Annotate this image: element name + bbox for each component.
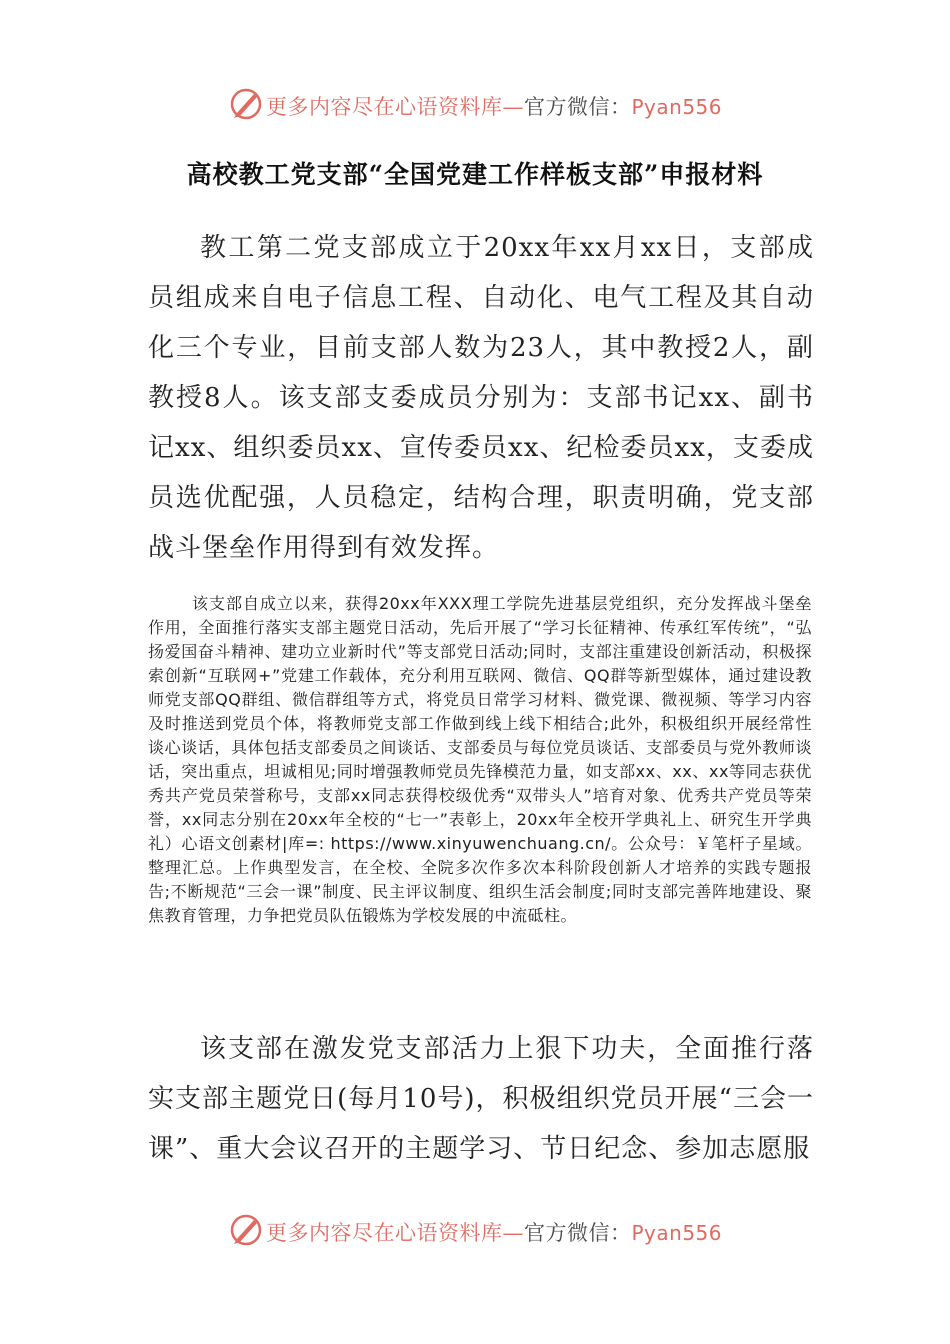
- pen-logo-icon: [228, 1212, 264, 1248]
- pen-logo-icon: [228, 86, 264, 122]
- paragraph-2: 该支部自成立以来，获得20xx年XXX理工学院先进基层党组织，充分发挥战斗堡垒作用，全面推行落实支部主题党日活动，先后开展了“学习长征精神、传承红军传统”，“弘扬爱国奋斗精神、建功立业新时代”等支部党日活动;同时，支部注重建设创新活动，积极探索创新“互联网+”党建工作载体，充分利用互联网、微信、QQ群等新型媒体，通过建设教师党支部QQ群组、微信群组等方式，将党员日常学习材料、微党课、微视频、等学习内容及时推送到党员个体，将教师党支部工作做到线上线下相结合;此外，积极组织开展经常性谈心谈话，具体包括支部委员之间谈话、支部委员与每位党员谈话、支部委员与党外教师谈话，突出重点，坦诚相见;同时增强教师党员先锋模范力量，如支部xx、xx、xx等同志获优秀共产党员荣誉称号，支部xx同志获得校级优秀“双带头人”培育对象、优秀共产党员等荣誉，xx同志分别在20xx年全校的“七一”表彰上，20xx年全校开学典礼上、研究生开学典礼）心语文创素材|库=: https://www.xinyuwenchuang.cn/。公众号：￥笔杆子星域。整理汇总。上作典型发言，在全校、全院多次作多次本科阶段创新人才培养的实践专题报告;不断规范“三会一课”制度、民主评议制度、组织生活会制度;同时支部完善阵地建设、聚焦教育管理，力争把党员队伍锻炼为学校发展的中流砥柱。: [148, 594, 812, 925]
- banner-official-label: 官方微信：: [524, 95, 632, 119]
- footer-official-label: 官方微信：: [524, 1221, 632, 1245]
- footer-dash: —: [502, 1221, 524, 1245]
- footer-wechat-id: Pyan556: [631, 1221, 723, 1245]
- footer-banner: [0, 1210, 950, 1250]
- banner-text: [266, 91, 722, 121]
- document-title: 高校教工党支部“全国党建工作样板支部”申报材料: [186, 160, 764, 189]
- paragraph-3: 该支部在激发党支部活力上狠下功夫，全面推行落实支部主题党日(每月10号)，积极组织党员开展“三会一课”、重大会议召开的主题学习、节日纪念、参加志愿服: [148, 1034, 814, 1164]
- header-banner: [0, 84, 950, 124]
- paragraph-1: 教工第二党支部成立于20xx年xx月xx日，支部成员组成来自电子信息工程、自动化、电气工程及其自动化三个专业，目前支部人数为23人，其中教授2人，副教授8人。该支部支委成员分别为：支部书记xx、副书记xx、组织委员xx、宣传委员xx、纪检委员xx，支委成员选优配强，人员稳定，结构合理，职责明确，党支部战斗堡垒作用得到有效发挥。: [148, 233, 814, 563]
- footer-banner-text: [266, 1217, 722, 1247]
- banner-dash: —: [502, 95, 524, 119]
- banner-cn-text: 更多内容尽在心语资料库: [266, 95, 503, 119]
- banner-wechat-id: Pyan556: [631, 95, 723, 119]
- footer-cn-text: 更多内容尽在心语资料库: [266, 1221, 503, 1245]
